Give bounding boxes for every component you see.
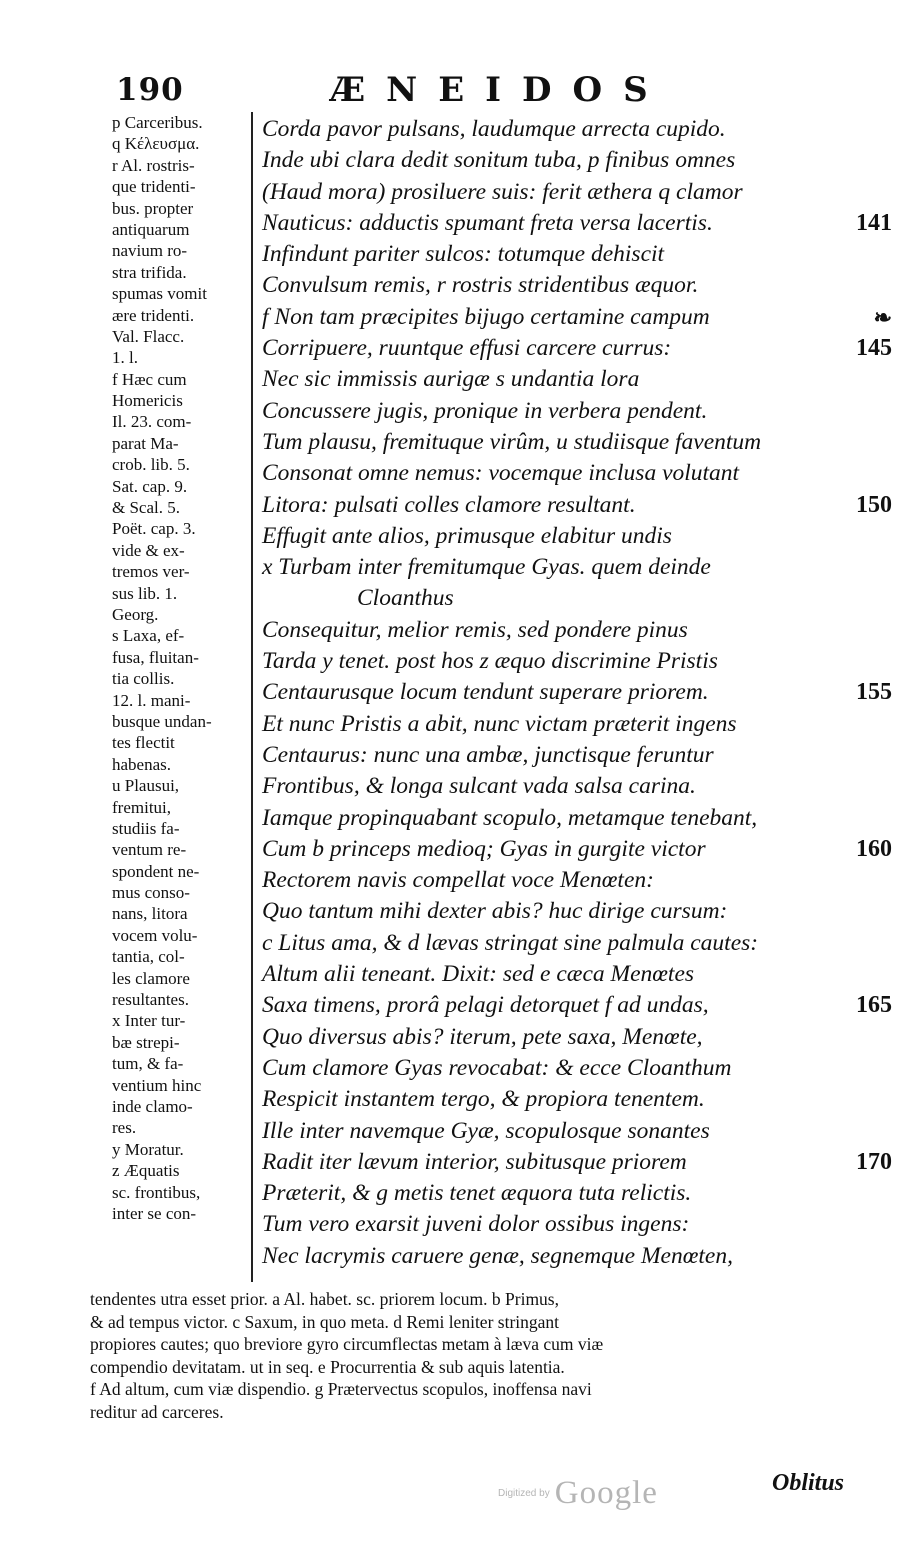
- digitized-watermark: [498, 1475, 658, 1512]
- verse-line: [262, 333, 892, 364]
- verse-line: [262, 552, 892, 583]
- side-note-line: Val. Flacc.: [112, 326, 185, 346]
- side-note-line: crob. lib. 5.: [112, 455, 190, 475]
- verse-line: [262, 677, 892, 708]
- verse-line: [262, 928, 892, 959]
- verse-line: [262, 521, 892, 552]
- verse-line: [262, 1241, 892, 1272]
- verse-text: Altum alii teneant. Dixit: sed e cæca Menœtes: [262, 961, 695, 988]
- side-note-line: f Hæc cum: [112, 369, 187, 389]
- side-note-line: y Moratur.: [112, 1139, 184, 1159]
- verse-line: [262, 896, 892, 927]
- side-note-line: parat Ma-: [112, 433, 179, 453]
- verse-line: [262, 270, 892, 301]
- verse-text: Cum b princeps medioq; Gyas in gurgite victor: [262, 835, 706, 862]
- side-note-line: tia collis.: [112, 669, 175, 689]
- verse-text: Convulsum remis, r rostris stridentibus æquor.: [262, 272, 699, 299]
- verse-text: Cum clamore Gyas revocabat: & ecce Cloanthum: [262, 1054, 732, 1081]
- side-note-line: q Κέλευσμα.: [112, 134, 200, 154]
- side-note-line: studiis fa-: [112, 818, 180, 838]
- verse-line: [262, 145, 892, 176]
- side-note-line: z Æquatis: [112, 1161, 180, 1181]
- verse-text: Iamque propinquabant scopulo, metamque tenebant,: [262, 804, 758, 831]
- side-note-line: inde clamo-: [112, 1096, 193, 1116]
- verse-text: Infindunt pariter sulcos: totumque dehiscit: [262, 241, 665, 268]
- verse-text: Tum vero exarsit juveni dolor ossibus ingens:: [262, 1211, 690, 1238]
- verse-text: Ille inter navemque Gyæ, scopulosque sonantes: [262, 1117, 710, 1144]
- footnote-line: compendio devitatam. ut in seq. e Procurrentia & sub aquis latentia.: [90, 1356, 565, 1377]
- line-number: 141: [856, 209, 892, 236]
- verse-line: [262, 990, 892, 1021]
- verse-text: Respicit instantem tergo, & propiora tenentem.: [262, 1086, 705, 1113]
- side-note-line: ventium hinc: [112, 1075, 202, 1095]
- verse-text: Nec sic immissis aurigæ s undantia lora: [262, 366, 640, 393]
- footnote-line: tendentes utra esset prior. a Al. habet. sc. priorem locum. b Primus,: [90, 1289, 559, 1309]
- verse-line: [262, 583, 892, 614]
- side-note-line: p Carceribus.: [112, 113, 203, 132]
- side-note-line: Il. 23. com-: [112, 412, 192, 432]
- verse-line: [262, 490, 892, 521]
- verse-text: Tarda y tenet. post hos z æquo discrimine Pristis: [262, 648, 718, 675]
- watermark-prefix: Digitized by: [498, 1488, 550, 1499]
- verse-line: [262, 771, 892, 802]
- side-note-line: fusa, fluitan-: [112, 647, 199, 667]
- verse-text: Consequitur, melior remis, sed pondere pinus: [262, 616, 688, 643]
- ornament-mark: ❧: [873, 304, 892, 330]
- side-note-line: inter se con-: [112, 1203, 197, 1223]
- verse-line: [262, 709, 892, 740]
- footnote-line: reditur ad carceres.: [90, 1401, 224, 1422]
- line-number: 165: [856, 992, 892, 1019]
- verse-line: [262, 615, 892, 646]
- side-note-line: les clamore: [112, 968, 190, 988]
- verse-line: [262, 364, 892, 395]
- verse-line: [262, 834, 892, 865]
- side-note-line: sc. frontibus,: [112, 1182, 201, 1202]
- verse-line: [262, 239, 892, 270]
- verse-text: Concussere jugis, pronique in verbera pendent.: [262, 397, 708, 424]
- verse-line: [262, 740, 892, 771]
- side-note-line: spumas vomit: [112, 284, 207, 304]
- verse-text: Centaurus: nunc una ambæ, junctisque feruntur: [262, 741, 714, 768]
- side-note-line: spondent ne-: [112, 861, 200, 881]
- side-note-line: sus lib. 1.: [112, 583, 178, 603]
- footnote-line: f Ad altum, cum viæ dispendio. g Prætervectus scopulos, inoffensa navi: [90, 1379, 592, 1400]
- verse-line: [262, 1209, 892, 1240]
- verse-line: [262, 646, 892, 677]
- side-note-line: & Scal. 5.: [112, 498, 180, 518]
- verse-line: [262, 865, 892, 896]
- side-notes-column: [112, 112, 248, 1224]
- line-number: 145: [856, 335, 892, 362]
- column-rule: [251, 112, 253, 1282]
- verse-line: [262, 177, 892, 208]
- verse-text: f Non tam præcipites bijugo certamine campum: [262, 303, 710, 330]
- verse-text: (Haud mora) prosiluere suis: ferit æthera q clamor: [262, 178, 743, 205]
- side-note-line: tremos ver-: [112, 562, 190, 582]
- verse-text: Cloanthus: [357, 585, 454, 612]
- verse-text: Quo tantum mihi dexter abis? huc dirige cursum:: [262, 898, 728, 925]
- side-note-line: Sat. cap. 9.: [112, 476, 188, 496]
- verse-text: Nec lacrymis caruere genæ, segnemque Menœten,: [262, 1242, 733, 1269]
- line-number: 150: [856, 491, 892, 518]
- verse-line: [262, 458, 892, 489]
- footnote-line: & ad tempus victor. c Saxum, in quo meta. d Remi leniter stringant: [90, 1311, 560, 1332]
- side-note-line: bæ strepi-: [112, 1032, 180, 1052]
- side-note-line: x Inter tur-: [112, 1011, 186, 1031]
- verse-line: [262, 1022, 892, 1053]
- verse-line: [262, 1053, 892, 1084]
- verse-text: c Litus ama, & d lævas stringat sine palmula cautes:: [262, 929, 759, 956]
- side-note-line: vocem volu-: [112, 925, 198, 945]
- side-note-line: vide & ex-: [112, 540, 185, 560]
- verse-line: [262, 114, 892, 145]
- page-number: 190: [116, 72, 184, 108]
- line-number: 160: [856, 835, 892, 862]
- side-note-line: tum, & fa-: [112, 1054, 184, 1074]
- side-note-line: tes flectit: [112, 733, 175, 753]
- verse-text: Nauticus: adductis spumant freta versa lacertis.: [262, 209, 713, 236]
- verse-text: Saxa timens, prorâ pelagi detorquet f ad undas,: [262, 992, 709, 1019]
- verse-text: Præterit, & g metis tenet æquora tuta relictis.: [262, 1180, 692, 1207]
- side-note-line: Poët. cap. 3.: [112, 519, 196, 539]
- running-title: ÆNEIDOS: [330, 70, 669, 110]
- side-note-line: s Laxa, ef-: [112, 626, 185, 646]
- verse-line: [262, 427, 892, 458]
- verse-line: [262, 396, 892, 427]
- side-note-line: 12. l. mani-: [112, 690, 191, 710]
- side-note-line: busque undan-: [112, 711, 212, 731]
- verse-line: [262, 959, 892, 990]
- side-note-line: r Al. rostris-: [112, 155, 195, 175]
- side-note-line: mus conso-: [112, 883, 190, 903]
- catchword: Oblitus: [772, 1470, 845, 1496]
- verse-text: Corda pavor pulsans, laudumque arrecta cupido.: [262, 116, 726, 142]
- side-note-line: ventum re-: [112, 840, 187, 860]
- verse-text: Centaurusque locum tendunt superare priorem.: [262, 679, 709, 706]
- verse-line: [262, 302, 892, 333]
- verse-text: Radit iter lævum interior, subitusque priorem: [262, 1148, 687, 1175]
- verse-text: Litora: pulsati colles clamore resultant.: [262, 491, 636, 518]
- side-note-line: u Plausui,: [112, 776, 180, 796]
- side-note-line: bus. propter: [112, 198, 194, 218]
- verse-line: [262, 1147, 892, 1178]
- verse-text: Frontibus, & longa sulcant vada salsa carina.: [262, 773, 696, 800]
- verse-line: [262, 1084, 892, 1115]
- verse-text: x Turbam inter fremitumque Gyas. quem deinde: [262, 554, 711, 581]
- verse-text: Quo diversus abis? iterum, pete saxa, Menœte,: [262, 1023, 703, 1050]
- verse-line: [262, 208, 892, 239]
- verse-text: Corripuere, ruuntque effusi carcere currus:: [262, 335, 672, 362]
- side-note-line: tantia, col-: [112, 947, 185, 967]
- verse-line: [262, 1178, 892, 1209]
- footnote-line: propiores cautes; quo breviore gyro circumflectas metam à læva cum viæ: [90, 1334, 604, 1355]
- side-note-line: antiquarum: [112, 219, 190, 239]
- side-note-line: 1. l.: [112, 348, 138, 368]
- line-number: 155: [856, 679, 892, 706]
- line-number: 170: [856, 1148, 892, 1175]
- verse-block: [262, 114, 892, 1272]
- verse-text: Inde ubi clara dedit sonitum tuba, p finibus omnes: [262, 147, 736, 174]
- side-note-line: nans, litora: [112, 904, 188, 924]
- side-note-line: habenas.: [112, 754, 172, 774]
- side-note-line: stra trifida.: [112, 262, 187, 282]
- side-note-line: Georg.: [112, 604, 159, 624]
- side-note-line: Homericis: [112, 391, 183, 411]
- verse-line: [262, 803, 892, 834]
- verse-text: Consonat omne nemus: vocemque inclusa volutant: [262, 460, 740, 487]
- verse-text: Tum plausu, fremituque virûm, u studiisque faventum: [262, 428, 762, 455]
- side-note-line: resultantes.: [112, 990, 189, 1010]
- verse-text: Rectorem navis compellat voce Menœten:: [262, 867, 654, 894]
- side-note-line: navium ro-: [112, 241, 188, 261]
- side-note-line: ære tridenti.: [112, 305, 195, 325]
- verse-text: Et nunc Pristis a abit, nunc victam præterit ingens: [262, 710, 737, 737]
- verse-line: [262, 1116, 892, 1147]
- side-note-line: fremitui,: [112, 797, 172, 817]
- side-note-line: que tridenti-: [112, 177, 196, 197]
- verse-text: Effugit ante alios, primusque elabitur undis: [262, 522, 672, 549]
- footnotes: [90, 1288, 860, 1424]
- side-note-line: res.: [112, 1118, 137, 1138]
- watermark-brand: Google: [554, 1475, 658, 1511]
